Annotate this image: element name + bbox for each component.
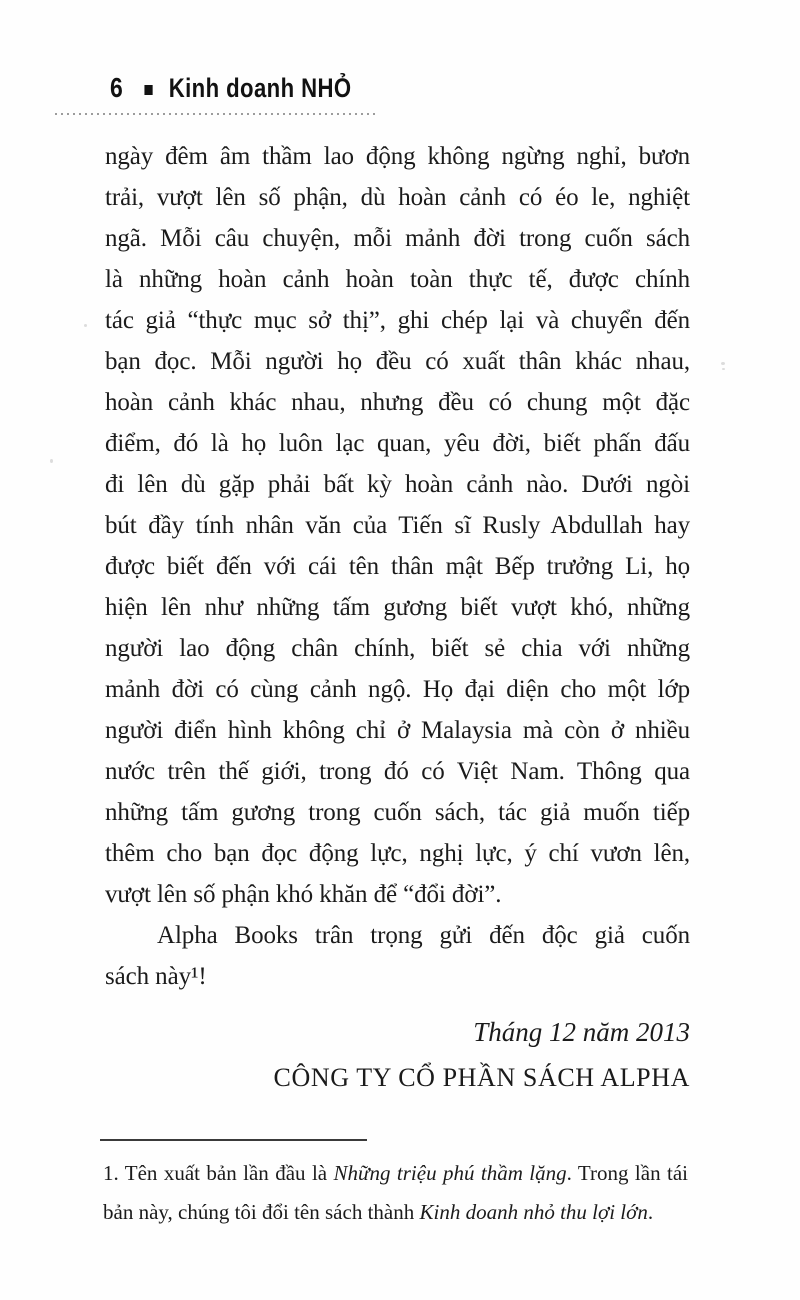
page-number: 6 xyxy=(110,72,123,103)
footnote-divider xyxy=(100,1139,367,1141)
body-line: hiện lên như những tấm gương biết vượt khó, những xyxy=(105,594,690,621)
body-text xyxy=(105,136,690,997)
footnote xyxy=(103,1139,688,1232)
scan-artifact xyxy=(722,368,725,370)
publisher-name: CÔNG TY CỔ PHẦN SÁCH ALPHA xyxy=(273,1063,690,1092)
body-line: tác giả “thực mục sở thị”, ghi chép lại và chuyển đến xyxy=(105,307,690,334)
closing-signoff xyxy=(105,1010,690,1100)
running-title: Kinh doanh NHỎ xyxy=(168,72,352,103)
running-header xyxy=(110,72,352,104)
body-line: được biết đến với cái tên thân mật Bếp trưởng Li, họ xyxy=(105,553,690,580)
body-line: Alpha Books trân trọng gửi đến độc giả cuốn xyxy=(157,922,690,949)
body-line: bút đầy tính nhân văn của Tiến sĩ Rusly Abdullah hay xyxy=(105,512,690,539)
scan-artifact xyxy=(50,459,53,463)
body-line: ngã. Mỗi câu chuyện, mỗi mảnh đời trong cuốn sách xyxy=(105,225,690,252)
body-line: nước trên thế giới, trong đó có Việt Nam. Thông qua xyxy=(105,758,690,785)
body-line: đi lên dù gặp phải bất kỳ hoàn cảnh nào. Dưới ngòi xyxy=(105,471,690,498)
body-line: trải, vượt lên số phận, dù hoàn cảnh có éo le, nghiệt xyxy=(105,184,690,211)
body-line: sách này¹! xyxy=(105,963,207,990)
scan-artifact xyxy=(721,362,725,365)
body-line: người lao động chân chính, biết sẻ chia với những xyxy=(105,635,690,662)
body-line: mảnh đời có cùng cảnh ngộ. Họ đại diện cho một lớp xyxy=(105,676,690,703)
body-line: hoàn cảnh khác nhau, nhưng đều có chung một đặc xyxy=(105,389,690,416)
body-line: điểm, đó là họ luôn lạc quan, yêu đời, biết phấn đấu xyxy=(105,430,690,457)
footnote-line: bản này, chúng tôi đổi tên sách thành Kinh doanh nhỏ thu lợi lớn. xyxy=(103,1200,654,1224)
body-line: ngày đêm âm thầm lao động không ngừng nghỉ, bươn xyxy=(105,143,690,170)
header-divider xyxy=(55,113,378,115)
date-line: Tháng 12 năm 2013 xyxy=(473,1017,690,1047)
square-bullet-icon xyxy=(144,85,152,95)
footnote-line: 1. Tên xuất bản lần đầu là Những triệu phú thầm lặng. Trong lần tái xyxy=(103,1161,688,1185)
scan-artifact xyxy=(84,324,87,327)
body-line: là những hoàn cảnh hoàn toàn thực tế, được chính xyxy=(105,266,690,293)
body-line: thêm cho bạn đọc động lực, nghị lực, ý chí vươn lên, xyxy=(105,840,690,867)
body-line: người điển hình không chỉ ở Malaysia mà còn ở nhiều xyxy=(105,717,690,744)
body-line: những tấm gương trong cuốn sách, tác giả muốn tiếp xyxy=(105,799,690,826)
body-line: bạn đọc. Mỗi người họ đều có xuất thân khác nhau, xyxy=(105,348,690,375)
body-line: vượt lên số phận khó khăn để “đổi đời”. xyxy=(105,881,502,908)
